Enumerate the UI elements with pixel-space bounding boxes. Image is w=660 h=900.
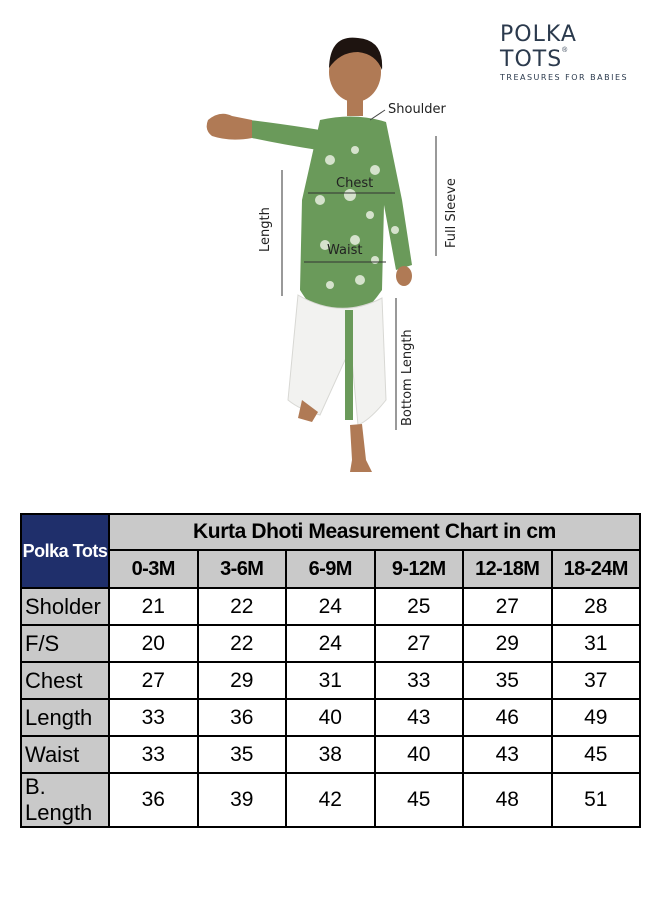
size-header: 18-24M	[552, 550, 641, 588]
registered-mark: ®	[562, 47, 568, 54]
table-cell: 36	[109, 773, 198, 827]
table-cell: 43	[375, 699, 464, 736]
brand-cell: Polka Tots	[21, 514, 109, 588]
logo-text: POLKA TOTS	[500, 22, 577, 72]
child-kurta-dhoti-illustration	[190, 20, 460, 480]
table-row	[21, 699, 640, 736]
label-bottom-length: Bottom Length	[400, 329, 415, 426]
table-row	[21, 625, 640, 662]
table-cell: 43	[463, 736, 552, 773]
table-cell: 28	[552, 588, 641, 625]
size-header: 6-9M	[286, 550, 375, 588]
label-length: Length	[258, 207, 273, 252]
table-cell: 33	[109, 736, 198, 773]
table-cell: 45	[375, 773, 464, 827]
table-cell: 38	[286, 736, 375, 773]
row-label: B. Length	[21, 773, 109, 827]
table-cell: 29	[463, 625, 552, 662]
measurement-table	[20, 513, 641, 828]
child-leg-right	[350, 424, 372, 472]
table-cell: 22	[198, 625, 287, 662]
table-cell: 35	[463, 662, 552, 699]
row-label: Chest	[21, 662, 109, 699]
label-waist: Waist	[327, 243, 363, 258]
table-cell: 49	[552, 699, 641, 736]
size-header: 9-12M	[375, 550, 464, 588]
shoulder-line	[370, 110, 385, 120]
table-cell: 27	[375, 625, 464, 662]
table-cell: 36	[198, 699, 287, 736]
label-full-sleeve: Full Sleeve	[444, 178, 459, 248]
table-row	[21, 662, 640, 699]
table-cell: 22	[198, 588, 287, 625]
child-left-hand	[396, 266, 412, 286]
table-cell: 31	[286, 662, 375, 699]
table-row	[21, 773, 640, 827]
table-cell: 33	[375, 662, 464, 699]
row-label: F/S	[21, 625, 109, 662]
table-title: Kurta Dhoti Measurement Chart in cm	[109, 514, 640, 550]
table-cell: 45	[552, 736, 641, 773]
size-header: 3-6M	[198, 550, 287, 588]
table-cell: 20	[109, 625, 198, 662]
row-label: Sholder	[21, 588, 109, 625]
size-header: 12-18M	[463, 550, 552, 588]
child-extended-arm	[250, 120, 320, 150]
label-shoulder: Shoulder	[388, 102, 446, 117]
logo-name	[500, 22, 650, 72]
size-header-row	[21, 550, 640, 588]
table-cell: 35	[198, 736, 287, 773]
table-cell: 42	[286, 773, 375, 827]
table-cell: 40	[375, 736, 464, 773]
table-row	[21, 588, 640, 625]
table-cell: 33	[109, 699, 198, 736]
table-row	[21, 736, 640, 773]
table-cell: 27	[463, 588, 552, 625]
table-cell: 21	[109, 588, 198, 625]
table-cell: 29	[198, 662, 287, 699]
row-label: Length	[21, 699, 109, 736]
child-neck	[347, 98, 363, 116]
table-cell: 40	[286, 699, 375, 736]
child-hand	[207, 114, 252, 140]
table-cell: 51	[552, 773, 641, 827]
dhoti-border	[345, 310, 353, 420]
table-cell: 25	[375, 588, 464, 625]
table-cell: 24	[286, 588, 375, 625]
brand-logo	[500, 22, 650, 82]
table-cell: 31	[552, 625, 641, 662]
table-cell: 48	[463, 773, 552, 827]
size-header: 0-3M	[109, 550, 198, 588]
logo-tagline: TREASURES FOR BABIES	[500, 73, 629, 82]
row-label: Waist	[21, 736, 109, 773]
table-title-row	[21, 514, 640, 550]
table-cell: 46	[463, 699, 552, 736]
table-cell: 24	[286, 625, 375, 662]
table-cell: 39	[198, 773, 287, 827]
table-cell: 27	[109, 662, 198, 699]
table-cell: 37	[552, 662, 641, 699]
label-chest: Chest	[336, 176, 374, 191]
